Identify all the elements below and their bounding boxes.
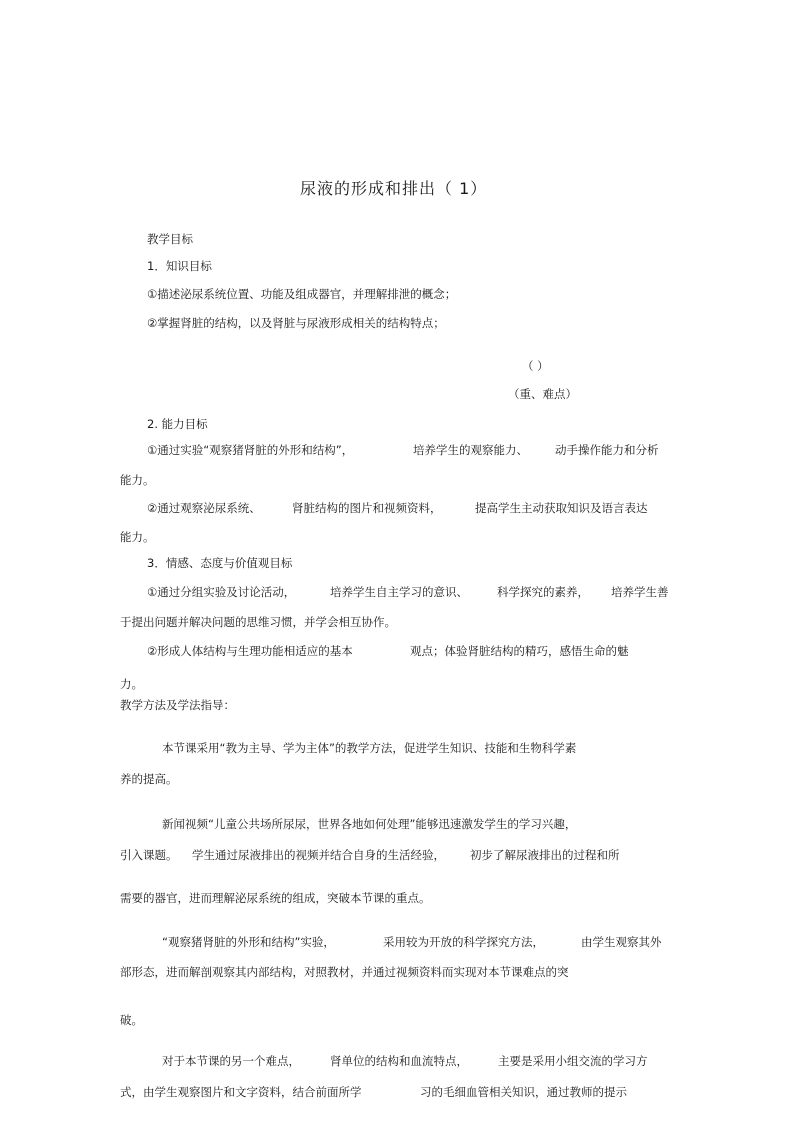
paragraph-2-line-1: 新闻视频“儿童公共场所尿尿，世界各地如何处理”能够迅速激发学生的学习兴趣， — [162, 817, 577, 831]
paragraph-3-line-1-part-a: “观察猪肾脏的外形和结构”实验， — [162, 935, 335, 949]
paragraph-1-line-2: 养的提高。 — [120, 772, 178, 786]
ability-item-1-part-b: 培养学生的观察能力、 — [413, 443, 528, 457]
paragraph-3-line-1-part-b: 采用较为开放的科学探究方法， — [383, 935, 544, 949]
emotion-item-1-part-c: 科学探究的素养， — [497, 585, 589, 599]
key-difficulty-mark: （重、难点） — [508, 387, 577, 401]
paragraph-4-line-1-part-a: 对于本节课的另一个难点， — [162, 1054, 300, 1068]
paragraph-1-line-1: 本节课采用“教为主导、学为主体”的教学方法，促进学生知识、技能和生物科学素 — [162, 741, 577, 755]
emotion-item-1-part-e: 于提出问题并解决问题的思维习惯，并学会相互协作。 — [120, 615, 396, 629]
ability-item-2-part-c: 提高学生主动获取知识及语言表达 — [475, 501, 648, 515]
emotion-heading: 3．情感、态度与价值观目标 — [147, 556, 293, 570]
paragraph-2-line-2-part-a: 引入课题。 — [120, 848, 178, 862]
paragraph-4-line-1-part-c: 主要是采用小组交流的学习方 — [498, 1054, 648, 1068]
emotion-item-2-part-c: 力。 — [120, 677, 143, 691]
emotion-item-2-part-b: 观点；体验肾脏结构的精巧，感悟生命的魅 — [410, 644, 629, 658]
ability-heading: 2. 能力目标 — [147, 417, 208, 431]
paragraph-2-line-2-part-b: 学生通过尿液排出的视频并结合自身的生活经验， — [192, 848, 445, 862]
ability-item-2-part-a: ②通过观察泌尿系统、 — [147, 501, 261, 515]
paragraph-4-line-2-part-a: 式，由学生观察图片和文字资料，结合前面所学 — [120, 1085, 362, 1099]
page-title: 尿液的形成和排出（ 1） — [300, 179, 488, 198]
paragraph-3-line-2: 部形态，进而解剖观察其内部结构，对照教材，并通过视频资料而实现对本节课难点的突 — [120, 965, 569, 979]
paragraph-2-line-3: 需要的器官，进而理解泌尿系统的组成，突破本节课的重点。 — [120, 891, 431, 905]
methods-heading: 教学方法及学法指导： — [120, 698, 235, 712]
paragraph-3-line-3: 破。 — [120, 1013, 143, 1027]
knowledge-heading: 1．知识目标 — [147, 259, 212, 273]
ability-item-1-part-a: ①通过实验“观察猪肾脏的外形和结构”， — [147, 443, 354, 457]
ability-item-1-part-c: 动手操作能力和分析 — [555, 443, 659, 457]
paragraph-4-line-2-part-b: 习的毛细血管相关知识，通过教师的提示 — [420, 1085, 627, 1099]
ability-item-2-part-b: 肾脏结构的图片和视频资料， — [292, 501, 442, 515]
emotion-item-1-part-a: ①通过分组实验及讨论活动， — [147, 585, 296, 599]
ability-item-1-part-d: 能力。 — [120, 473, 155, 487]
emotion-item-2-part-a: ②形成人体结构与生理功能相适应的基本 — [147, 644, 353, 658]
emotion-item-1-part-b: 培养学生自主学习的意识、 — [330, 585, 468, 599]
ability-item-2-part-d: 能力。 — [120, 530, 155, 544]
paragraph-3-line-1-part-c: 由学生观察其外 — [581, 935, 662, 949]
emotion-item-1-part-d: 培养学生善 — [611, 585, 669, 599]
goals-heading: 教学目标 — [147, 232, 193, 246]
knowledge-paren: （ ） — [522, 359, 549, 373]
paragraph-4-line-1-part-b: 肾单位的结构和血流特点， — [330, 1054, 468, 1068]
paragraph-2-line-2-part-c: 初步了解尿液排出的过程和所 — [470, 848, 620, 862]
knowledge-item-1: ①描述泌尿系统位置、功能及组成器官，并理解排泄的概念； — [147, 287, 457, 301]
knowledge-item-2: ②掌握肾脏的结构，以及肾脏与尿液形成相关的结构特点； — [147, 316, 445, 330]
